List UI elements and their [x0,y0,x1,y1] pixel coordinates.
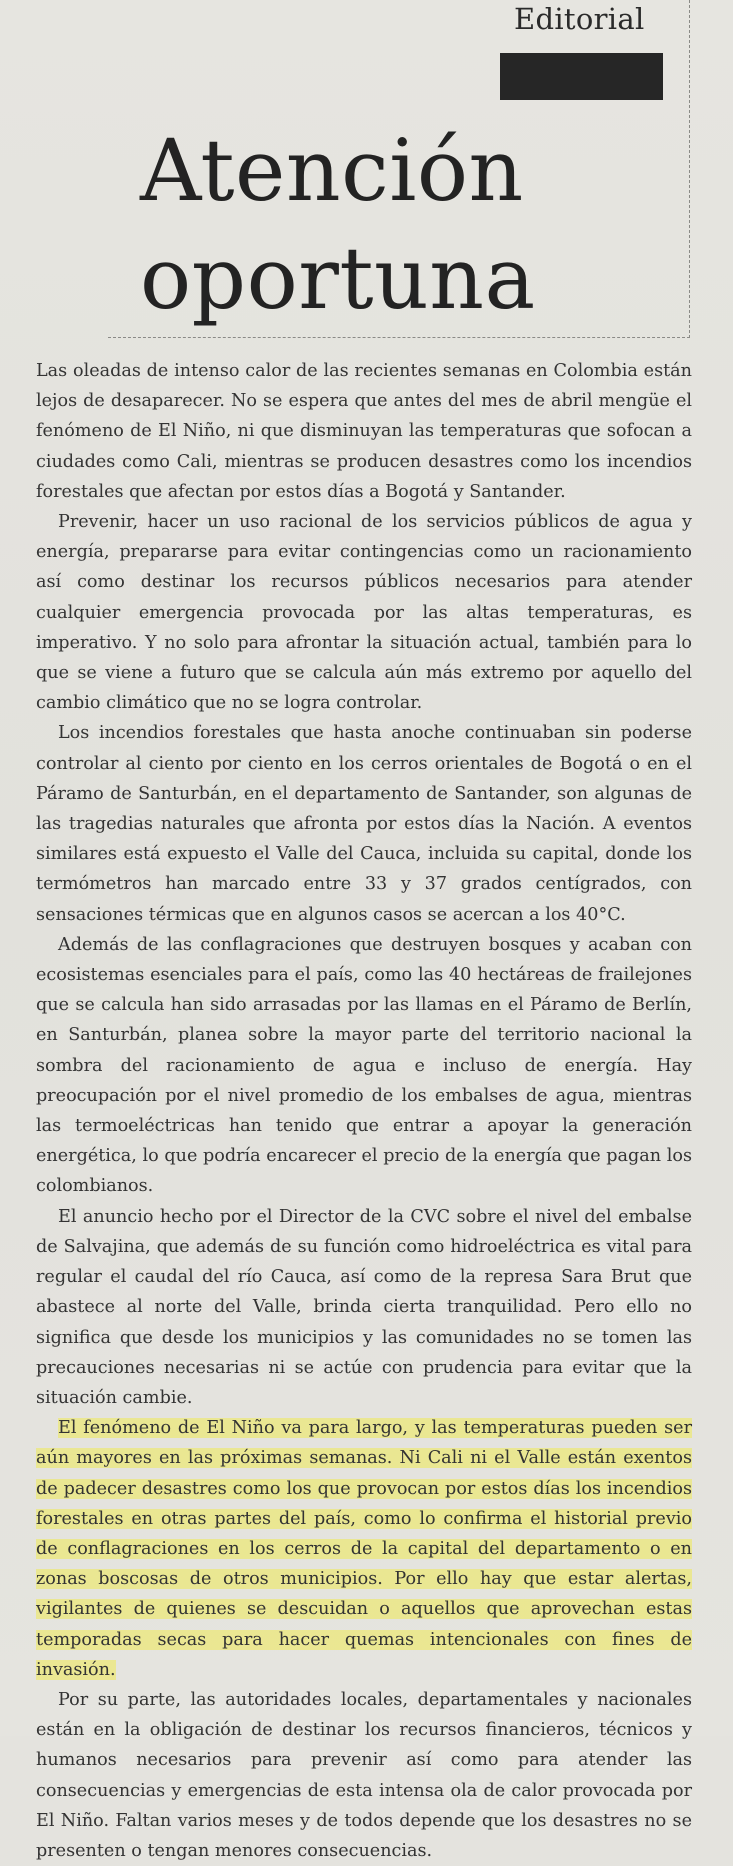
headline [140,118,536,334]
headline-line-2: oportuna [140,230,536,329]
paragraph-5: El anuncio hecho por el Director de la CVC sobre el nivel del embalse de Salvajina, que además de su función como hidroeléctrica es vital para regular el caudal del río Cauca, así como de la represa Sara Brut que abastece al norte del Valle, brinda cierta tranquilidad. Pero ello no significa que desde los municipios y las comunidades no se tomen las precauciones necesarias ni se actúe con prudencia para evitar que la situación cambie. [36,1206,692,1408]
paragraph-2: Prevenir, hacer un uso racional de los servicios públicos de agua y energía, prepararse para evitar contingencias como un racionamiento así como destinar los recursos públicos necesarios para atender cualquier emergencia provocada por las altas temperaturas, es imperativo. Y no solo para afrontar la situación actual, también para lo que se viene a futuro que se calcula aún más extremo por aquello del cambio climático que no se logra controlar. [36,512,692,714]
section-bar [500,53,663,100]
paragraph-6-highlighted [36,1413,692,1685]
highlighted-text: El fenómeno de El Niño va para largo, y las temperaturas pueden ser aún mayores en las próximas semanas. Ni Cali ni el Valle están exentos de padecer desastres como los que provocan por estos días los incendios forestales en otras partes del país, como lo confirma el historial previo de conflagraciones en los cerros de la capital del departamento o en zonas boscosas de otros municipios. Por ello hay que estar alertas, vigilantes de quienes se descuidan o aquellos que aprovechan estas temporadas secas para hacer quemas intencionales con fines de invasión. [36,1418,692,1680]
headline-line-1: Atención [140,122,524,221]
paragraph-3: Los incendios forestales que hasta anoche continuaban sin poderse controlar al ciento por ciento en los cerros orientales de Bogotá o en el Páramo de Santurbán, en el departamento de Santander, son algunas de las tragedias naturales que afronta por estos días la Nación. A eventos similares está expuesto el Valle del Cauca, incluida su capital, donde los termómetros han marcado entre 33 y 37 grados centígrados, con sensaciones térmicas que en algunos casos se acercan a los 40°C. [36,723,692,925]
paragraph-4: Además de las conflagraciones que destruyen bosques y acaban con ecosistemas esenciales para el país, como las 40 hectáreas de frailejones que se calcula han sido arrasadas por las llamas en el Páramo de Berlín, en Santurbán, planea sobre la mayor parte del territorio nacional la sombra del racionamiento de agua e incluso de energía. Hay preocupación por el nivel promedio de los embalses de agua, mientras las termoeléctricas han tenido que entrar a apoyar la generación energética, lo que podría encarecer el precio de la energía que pagan los colombianos. [36,934,692,1197]
article-body [36,356,692,1866]
section-label: Editorial [514,2,645,36]
paragraph-1: Las oleadas de intenso calor de las recientes semanas en Colombia están lejos de desaparecer. No se espera que antes del mes de abril mengüe el fenómeno de El Niño, ni que disminuyan las temperaturas que sofocan a ciudades como Cali, mientras se producen desastres como los incendios forestales que afectan por estos días a Bogotá y Santander. [36,361,692,502]
paragraph-7: Por su parte, las autoridades locales, departamentales y nacionales están en la obligación de destinar los recursos financieros, técnicos y humanos necesarios para prevenir así como para atender las consecuencias y emergencias de esta intensa ola de calor provocada por El Niño. Faltan varios meses y de todos depende que los desastres no se presenten o tengan menores consecuencias. [36,1689,692,1861]
